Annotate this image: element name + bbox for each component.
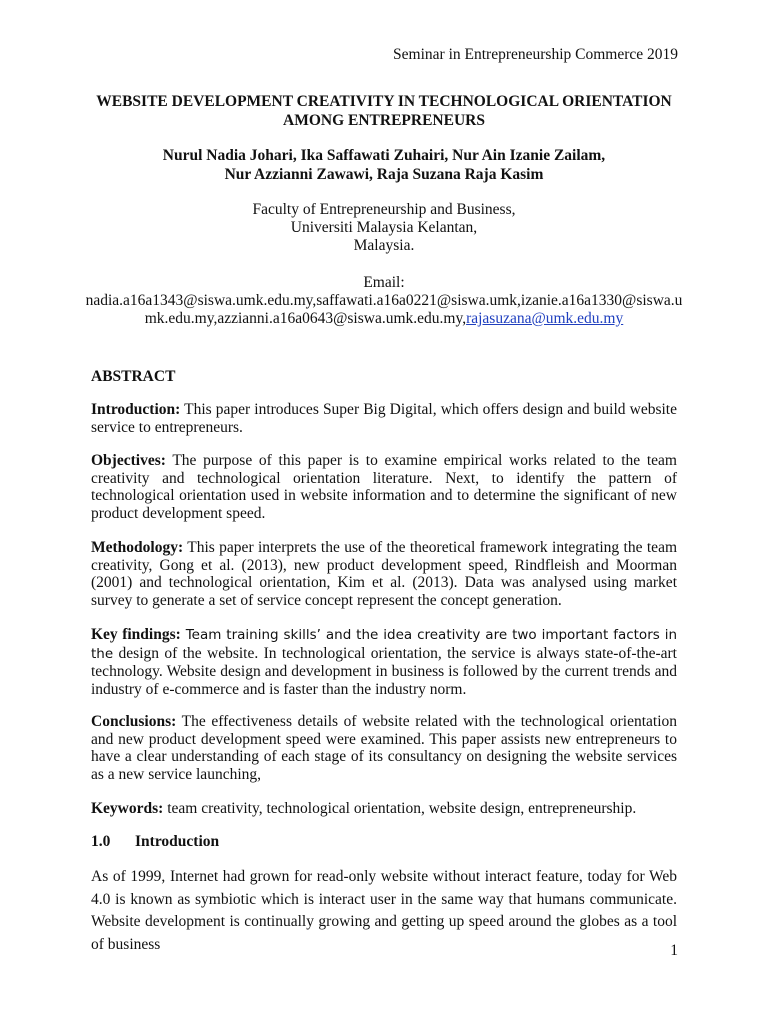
- keywords: [91, 800, 677, 818]
- affiliation-line-3: Malaysia.: [353, 237, 415, 254]
- section-heading-introduction: [91, 833, 219, 851]
- conclusions-label: Conclusions:: [91, 713, 177, 730]
- email-link[interactable]: rajasuzana@umk.edu.my: [466, 310, 624, 327]
- email-line-1: nadia.a16a1343@siswa.umk.edu.my,saffawati.a16a0221@siswa.umk,izanie.a16a1330@siswa.u: [85, 292, 683, 309]
- abstract-key-findings: [91, 626, 677, 698]
- title-line-2: AMONG ENTREPRENEURS: [283, 112, 485, 129]
- email-line-2-text: mk.edu.my,azzianni.a16a0643@siswa.umk.edu.my,: [144, 310, 467, 327]
- methodology-label: Methodology:: [91, 539, 184, 556]
- title-line-1: WEBSITE DEVELOPMENT CREATIVITY IN TECHNOLOGICAL ORIENTATION: [96, 93, 672, 110]
- affiliation: [60, 201, 708, 255]
- methodology-text: This paper interprets the use of the theoretical framework integrating the team creativity, Gong et al. (2013), new product development speed, Rindfleish and Moorman (2001) and technological orientation, Kim et al. (2013). Data was analysed using market survey to generate a set of service concept represent the concept generation.: [91, 539, 677, 609]
- introduction-body: As of 1999, Internet had grown for read-only website without interact feature, today for Web 4.0 is known as symbiotic which is interact user in the same way that humans communicate. Website development is continually growing and getting up speed around the globes as a tool of business: [91, 868, 677, 953]
- section-title: Introduction: [135, 833, 220, 850]
- email-line-2: [60, 310, 708, 328]
- keywords-label: Keywords:: [91, 800, 164, 817]
- key-findings-text-a: Team training skills’ and the idea creativity are two important factors in the: [91, 627, 677, 662]
- abstract-conclusions: [91, 713, 677, 783]
- section-number: 1.0: [91, 833, 111, 850]
- authors-line-2: Nur Azzianni Zawawi, Raja Suzana Raja Kasim: [224, 166, 544, 183]
- abstract-heading: ABSTRACT: [91, 368, 176, 385]
- affiliation-line-1: Faculty of Entrepreneurship and Business,: [252, 201, 516, 218]
- key-findings-text-b: design of the website. In technological orientation, the service is always state-of-the-art technology. Website design and development in business is followed by the current trends and industry of e-commerce and is faster than the industry norm.: [91, 644, 677, 698]
- objectives-text: The purpose of this paper is to examine empirical works related to the team creativity and technological orientation literature. Next, to identify the pattern of technological orientation used in website information and to determine the significant of new product development speed.: [91, 452, 677, 522]
- objectives-label: Objectives:: [91, 452, 166, 469]
- introduction-label: Introduction:: [91, 401, 181, 418]
- keywords-text: team creativity, technological orientation, website design, entrepreneurship.: [163, 800, 637, 817]
- running-header: Seminar in Entrepreneurship Commerce 2019: [393, 46, 678, 63]
- abstract-methodology: [91, 539, 677, 609]
- affiliation-line-2: Universiti Malaysia Kelantan,: [290, 219, 478, 236]
- conclusions-text: The effectiveness details of website related with the technological orientation and new product development speed were examined. This paper assists new entrepreneurs to have a clear understanding of each stage of its consultancy on designing the website services as a new service launching,: [91, 713, 677, 783]
- introduction-text: This paper introduces Super Big Digital, which offers design and build website service to entrepreneurs.: [91, 401, 677, 436]
- authors-line-1: Nurul Nadia Johari, Ika Saffawati Zuhairi, Nur Ain Izanie Zailam,: [162, 147, 606, 164]
- author-list: [60, 146, 708, 184]
- abstract-objectives: [91, 452, 677, 522]
- key-findings-label: Key findings:: [91, 626, 181, 643]
- abstract-introduction: [91, 401, 677, 436]
- page-number: 1: [670, 942, 678, 959]
- email-block: [60, 274, 708, 328]
- paper-title: [60, 92, 708, 130]
- email-label: Email:: [363, 274, 405, 291]
